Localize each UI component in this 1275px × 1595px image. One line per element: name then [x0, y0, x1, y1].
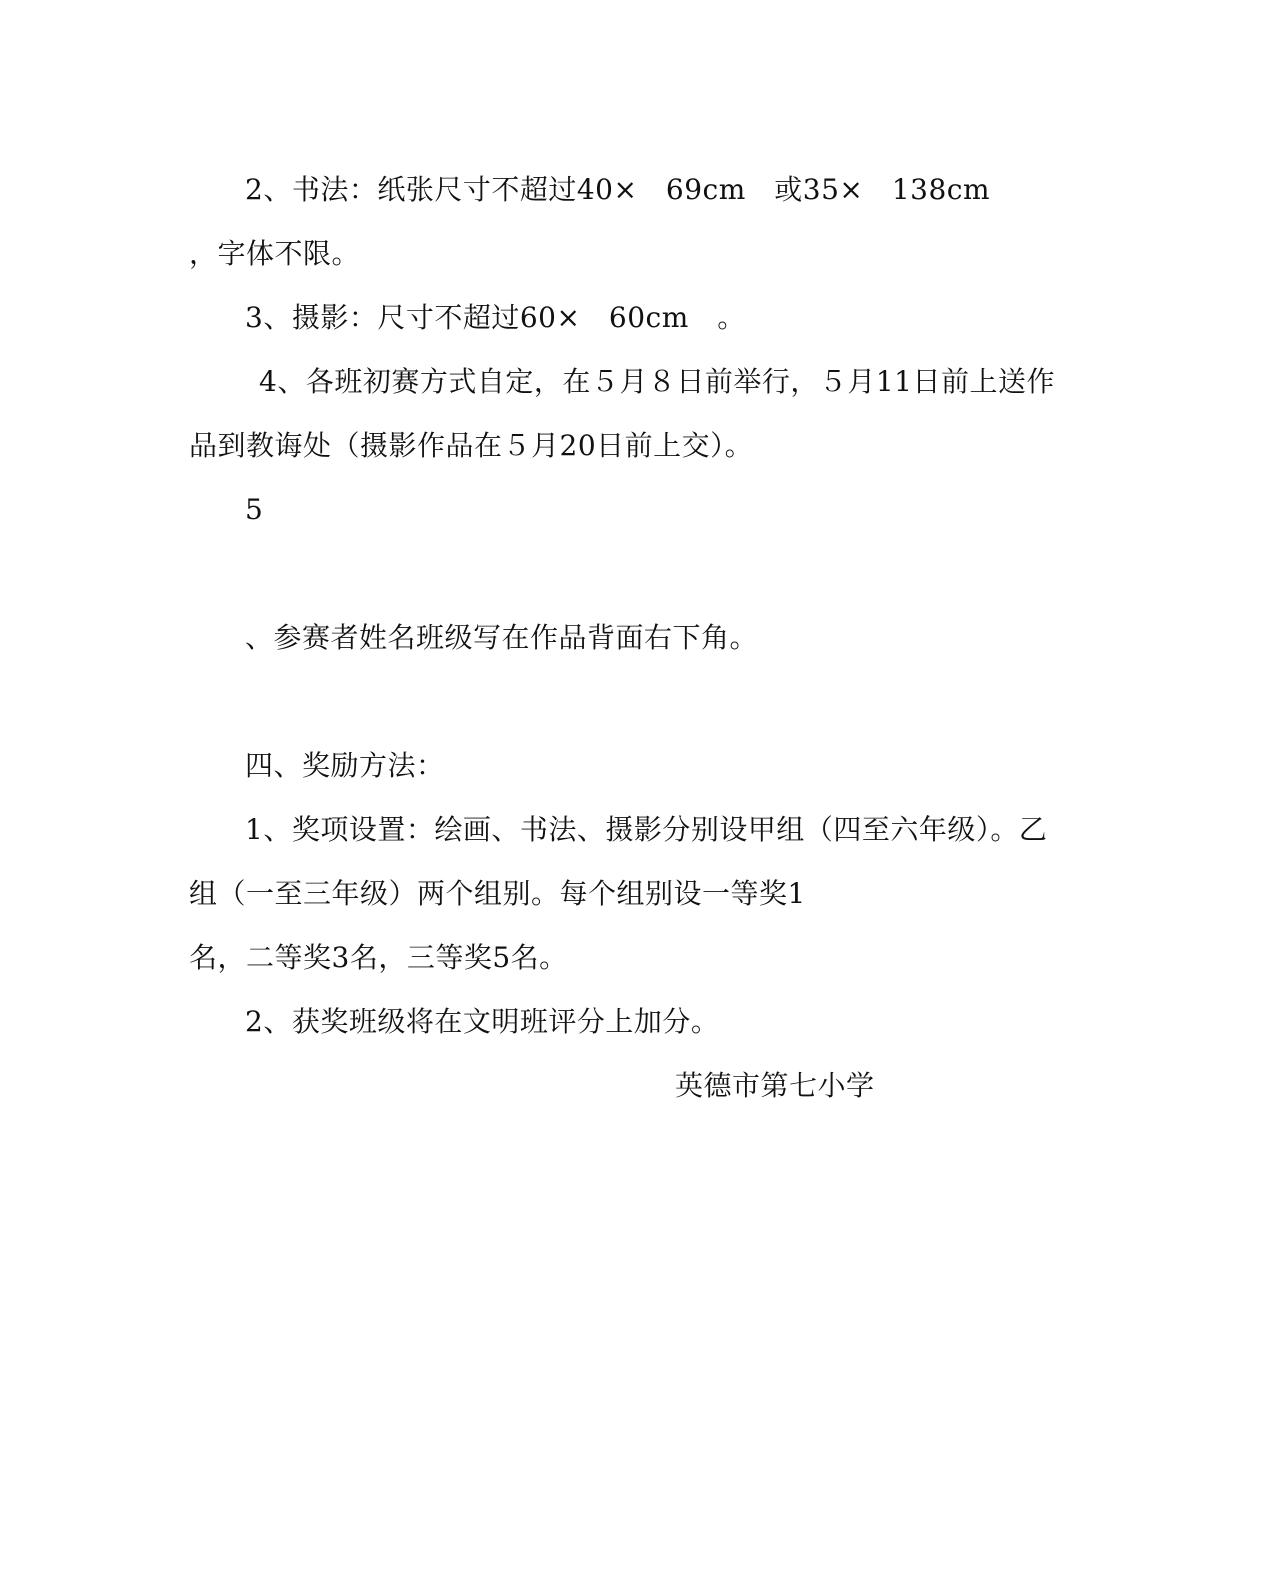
paragraph-name-placement: 、参赛者姓名班级写在作品背面右下角。: [245, 621, 759, 654]
paragraph-preliminary-line2: 品到教诲处（摄影作品在５月20日前上交）。: [189, 429, 754, 462]
paragraph-preliminary-line1: 4、各班初赛方式自定，在５月８日前举行，５月11日前上送作: [259, 365, 1055, 398]
section-heading-rewards: 四、奖励方法：: [245, 749, 445, 782]
paragraph-photography-size: 3、摄影：尺寸不超过60× 60cm 。: [245, 301, 746, 334]
signature-school-name: 英德市第七小学: [675, 1069, 875, 1102]
paragraph-bonus-points: 2、获奖班级将在文明班评分上加分。: [245, 1005, 720, 1038]
paragraph-calligraphy-font: ，字体不限。: [189, 237, 361, 270]
paragraph-awards-line3: 名，二等奖3名，三等奖5名。: [189, 941, 568, 974]
paragraph-awards-line2: 组（一至三年级）两个组别。每个组别设一等奖1: [189, 877, 806, 910]
paragraph-number-five: 5: [245, 493, 264, 526]
paragraph-awards-line1: 1、奖项设置：绘画、书法、摄影分别设甲组（四至六年级）。乙: [245, 813, 1048, 846]
paragraph-calligraphy-size: 2、书法：纸张尺寸不超过40× 69cm 或35× 138cm: [245, 173, 991, 206]
